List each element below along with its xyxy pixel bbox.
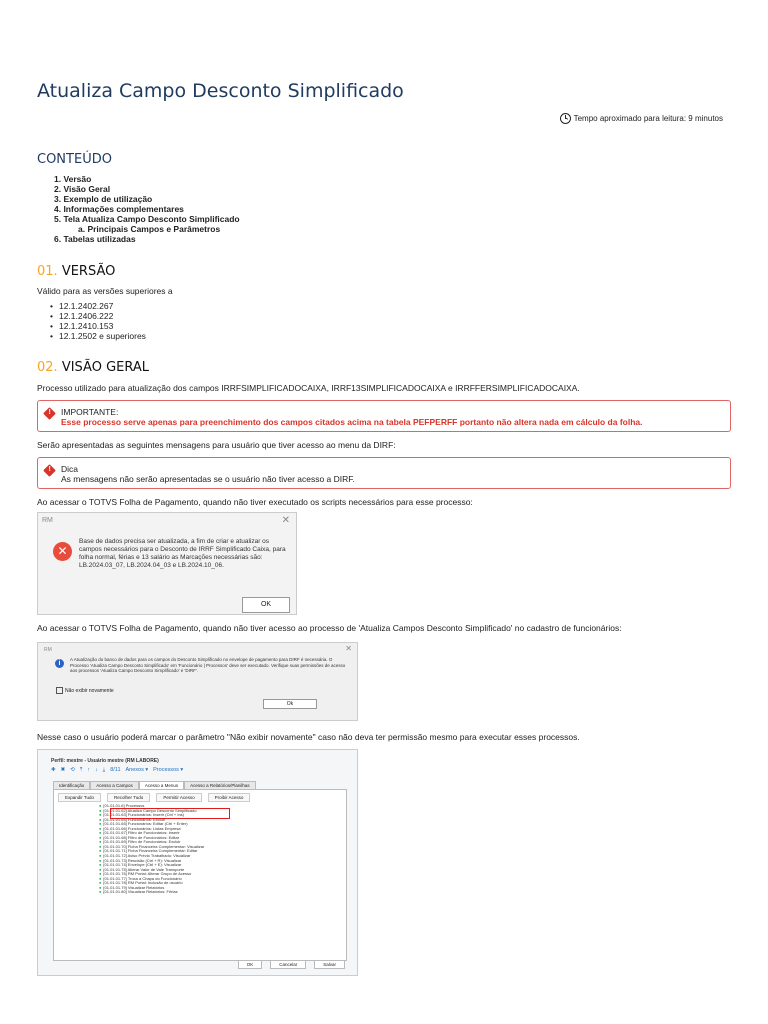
tree-item[interactable]: ● [01.01.01.70] Ficha Financeira Complementar: Visualizar: [99, 845, 204, 850]
alert-label: IMPORTANTE:: [61, 407, 119, 417]
tree-item-highlighted[interactable]: ● [01.01.01.62] Atualiza Campo Desconto Simplificado: [99, 809, 204, 814]
screenshot-database-dialog: [37, 512, 297, 615]
tab-identificacao[interactable]: Identificação: [53, 781, 90, 789]
screenshot-profile-window: [37, 749, 358, 976]
ok-button[interactable]: OK: [238, 960, 263, 969]
tree-item[interactable]: ● [01.01.01.63] Funcionários: Inserir (Ctrl + Ins): [99, 813, 204, 818]
tree-item[interactable]: ● [01.01.01.73] Rescisão (Ctrl + R): Visualizar: [99, 859, 204, 864]
tab-acesso-campos[interactable]: Acesso a Campos: [90, 781, 139, 789]
toc-link-exemplo[interactable]: 3. Exemplo de utilização: [54, 194, 153, 204]
important-alert: [37, 400, 731, 432]
tree-item[interactable]: ● [01.01.01.78] RM Portal: Inclusão de usuário: [99, 881, 204, 886]
menu-access-panel: [53, 789, 347, 961]
error-icon: ✕: [53, 542, 72, 561]
ok-button[interactable]: Ok: [263, 699, 317, 709]
section-number: 01.: [37, 264, 58, 279]
section-number: 02.: [37, 360, 58, 375]
reading-time: [560, 113, 723, 124]
expand-all-button[interactable]: Expandir Tudo: [58, 793, 101, 802]
visao-paragraph-3: Ao acessar o TOTVS Folha de Pagamento, quando não tiver executado os scripts necessários para esse processo:: [37, 497, 473, 507]
tab-bar: [53, 781, 256, 789]
collapse-all-button[interactable]: Recolher Tudo: [107, 793, 150, 802]
tree-item[interactable]: ● [01.01.01.77] Troca a Chapa do Funcionário: [99, 877, 204, 882]
save-button[interactable]: Salvar: [314, 960, 345, 969]
page-title: Atualiza Campo Desconto Simplificado: [37, 80, 404, 102]
warning-icon: [43, 464, 56, 477]
dialog-title: RM: [44, 647, 52, 653]
tree-item[interactable]: ● [01.01.01.74] Envelope (Ctrl + E): Visualizar: [99, 863, 204, 868]
toc-link-tela[interactable]: 5. Tela Atualiza Campo Desconto Simplificado: [54, 214, 240, 224]
section-title: VISÃO GERAL: [61, 360, 150, 375]
reading-time-text: Tempo aproximado para leitura: 9 minutos: [573, 114, 723, 123]
tree-item[interactable]: ● [01.01.01.79] Visualizar Relatórios: [99, 886, 204, 891]
close-icon[interactable]: ✕: [281, 515, 290, 526]
add-icon[interactable]: ✚: [51, 767, 56, 773]
tree-item[interactable]: ● [01.01.01.67] Filtro de Funcionários: Inserir: [99, 831, 204, 836]
visao-paragraph-5: Nesse caso o usuário poderá marcar o parâmetro "Não exibir novamente" caso não deva ter permissão mesmo para executar esses processos.: [37, 732, 580, 742]
list-item: • 12.1.2502 e superiores: [50, 331, 146, 341]
tree-item[interactable]: ● [01.01.01.72] Aviso Prévio Trabalhado: Visualizar: [99, 854, 204, 859]
toc-heading: CONTEÚDO: [37, 152, 112, 167]
attachments-menu[interactable]: Anexos ▾: [125, 767, 149, 773]
tree-item[interactable]: ● [01.01.01.80] Visualizar Relatórios: Férias: [99, 890, 204, 895]
processes-menu[interactable]: Processos ▾: [153, 767, 184, 773]
alert-label: Dica: [61, 464, 79, 474]
tree-item[interactable]: ● [01.01.01.64] Funcionários: Excluir: [99, 818, 204, 823]
info-icon: i: [55, 659, 64, 668]
section-heading-visao-geral: [37, 360, 149, 375]
checkbox-label: Não exibir novamente: [65, 687, 114, 694]
next-record-icon[interactable]: ↓: [95, 767, 98, 773]
visao-paragraph-2: Serão apresentadas as seguintes mensagens para usuário que tiver acesso ao menu da DIRF:: [37, 440, 396, 450]
toc-link-versao[interactable]: 1. Versão: [54, 174, 92, 184]
toc-link-tabelas[interactable]: 6. Tabelas utilizadas: [54, 234, 136, 244]
last-record-icon[interactable]: ⤓: [102, 767, 106, 773]
toolbar: [51, 767, 183, 774]
tree-item[interactable]: ● [01.01.01.71] Ficha Financeira Complementar: Editar: [99, 849, 204, 854]
ok-button[interactable]: OK: [242, 597, 290, 613]
tab-acesso-menus[interactable]: Acesso a Menus: [139, 781, 184, 789]
alert-text: As mensagens não serão apresentadas se o usuário não tiver acesso a DIRF.: [61, 474, 355, 484]
tree-item[interactable]: ● [01.01.01.68] Filtro de Funcionários: Editar: [99, 836, 204, 841]
delete-icon[interactable]: ✖: [60, 767, 66, 773]
dialog-title: RM: [42, 517, 53, 524]
visao-paragraph-4: Ao acessar o TOTVS Folha de Pagamento, quando não tiver acesso ao processo de 'Atualiza Campos Desconto Simplificado' no cadastro de funcionários:: [37, 623, 622, 633]
dont-show-again-checkbox[interactable]: [56, 687, 114, 694]
tip-alert: [37, 457, 731, 489]
allow-access-button[interactable]: Permitir Acesso: [156, 793, 201, 802]
list-item: • 12.1.2406.222: [50, 311, 146, 321]
highlight-box: [110, 808, 230, 819]
checkbox-box[interactable]: [56, 687, 63, 694]
screenshot-permission-dialog: [37, 642, 358, 721]
tab-acesso-relatorios[interactable]: Acesso a Relatórios/Planilhas: [184, 781, 256, 789]
list-item: • 12.1.2410.153: [50, 321, 146, 331]
panel-toolbar: [58, 793, 250, 802]
record-counter: 8/11: [110, 767, 121, 773]
version-list: [50, 301, 146, 341]
versao-intro: Válido para as versões superiores a: [37, 286, 173, 296]
clock-icon: [560, 113, 571, 124]
first-record-icon[interactable]: ⤒: [79, 767, 83, 773]
table-of-contents: [54, 174, 240, 244]
dialog-message: A Atualização do banco de dados para os campos do Desconto Simplificado no envelope de pagamento para DIRF é necessária. O Processo 'Atualiza Campo Desconto Simplificado' em 'Funcionário | Processos' deve ser executado. Verifique suas permissões de acesso aos processos 'Atualiza Campo Desconto Simplificado' e 'DIRF'.: [70, 657, 346, 673]
tree-item[interactable]: ● [01.01.01.76] RM Portal: Alterar Grupo de Acesso: [99, 872, 204, 877]
deny-access-button[interactable]: Proibir Acesso: [208, 793, 251, 802]
section-heading-versao: [37, 264, 115, 279]
alert-text: Esse processo serve apenas para preenchimento dos campos citados acima na tabela PEFPERFF portanto não altera nada em cálculo da folha.: [61, 417, 643, 427]
toc-link-informacoes[interactable]: 4. Informações complementares: [54, 204, 184, 214]
cancel-button[interactable]: Cancelar: [270, 960, 306, 969]
section-title: VERSÃO: [61, 264, 116, 279]
dialog-message: Base de dados precisa ser atualizada, a fim de criar e atualizar os campos necessários para o Desconto de IRRF Simplificado Caixa, para folha normal, férias e 13 salário as Marcações necessárias são: LB.2024.03_07, LB.2024.04_03 e LB.2024.10_06.: [79, 538, 286, 569]
toc-link-visao-geral[interactable]: 2. Visão Geral: [54, 184, 111, 194]
refresh-icon[interactable]: ⟲: [70, 767, 75, 773]
previous-record-icon[interactable]: ↑: [87, 767, 91, 773]
window-header: Perfil: mestre - Usuário mestre (RM LABORE): [51, 758, 159, 764]
list-item: • 12.1.2402.267: [50, 301, 146, 311]
tree-item[interactable]: ● [01.01.01.65] Funcionários: Editar (Ctrl + Enter): [99, 822, 204, 827]
dialog-footer: [238, 960, 345, 969]
warning-icon: [43, 407, 56, 420]
tree-item[interactable]: ● [01.01.01.69] Filtro de Funcionários: Excluir: [99, 840, 204, 845]
tree-item[interactable]: ● [01.01.01.6] Processos: [99, 804, 204, 809]
tree-item[interactable]: ● [01.01.01.75] Alterar Valor de Vale Transporte: [99, 868, 204, 873]
tree-item[interactable]: ● [01.01.01.66] Funcionários: Listas Empresa: [99, 827, 204, 832]
visao-paragraph-1: Processo utilizado para atualização dos campos IRRFSIMPLIFICADOCAIXA, IRRF13SIMPLIFICADOCAIXA e IRRFFERSIMPLIFICADOCAIXA.: [37, 383, 580, 393]
close-icon[interactable]: ✕: [345, 644, 352, 653]
toc-link-parametros[interactable]: a. Principais Campos e Parâmetros: [78, 224, 221, 234]
